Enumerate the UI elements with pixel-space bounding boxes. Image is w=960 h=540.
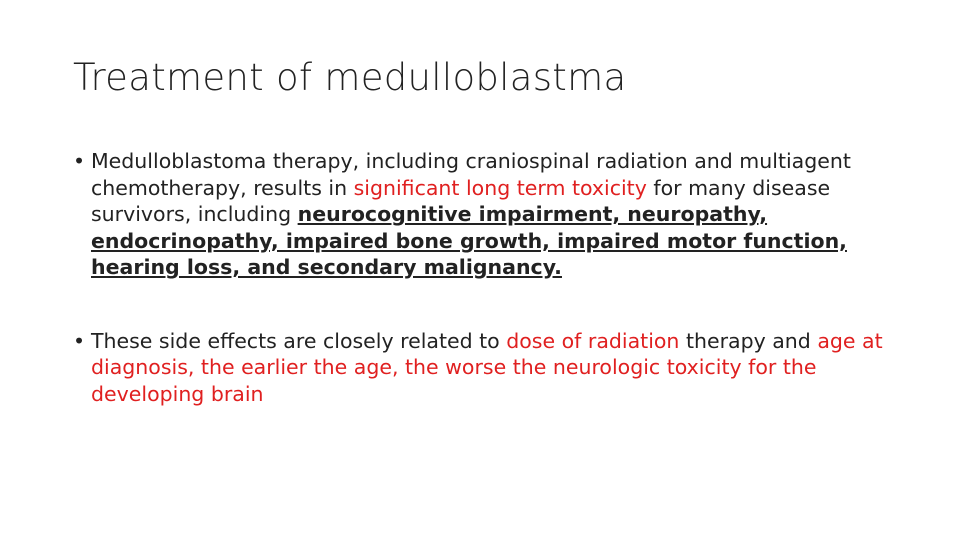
highlighted-text: significant long term toxicity <box>353 175 647 200</box>
emphasized-text: neurocognitive impairment, neuropathy, endocrinopathy, impaired bone growth, impaired motor function, hearing loss, and secondary malignancy. <box>91 202 847 279</box>
bullet-item-therapy-toxicity <box>73 148 903 281</box>
bullet-text: These side effects are closely related to <box>91 328 507 353</box>
bullet-text: therapy and <box>679 328 818 353</box>
bullet-item-side-effects <box>73 328 903 408</box>
bullet-marker: • <box>73 328 86 353</box>
highlighted-text: dose of radiation <box>506 328 680 353</box>
bullet-text: for many disease survivors, including <box>91 175 831 226</box>
slide-title: Treatment of medulloblastma <box>73 56 627 99</box>
bullet-marker: • <box>73 149 86 173</box>
highlighted-text: age at diagnosis, the earlier the age, the worse the neurologic toxicity for the developing brain <box>91 328 883 406</box>
slide-body <box>73 148 903 407</box>
bullet-text: Medulloblastoma therapy, including craniospinal radiation and multiagent chemotherapy, results in <box>91 149 851 200</box>
